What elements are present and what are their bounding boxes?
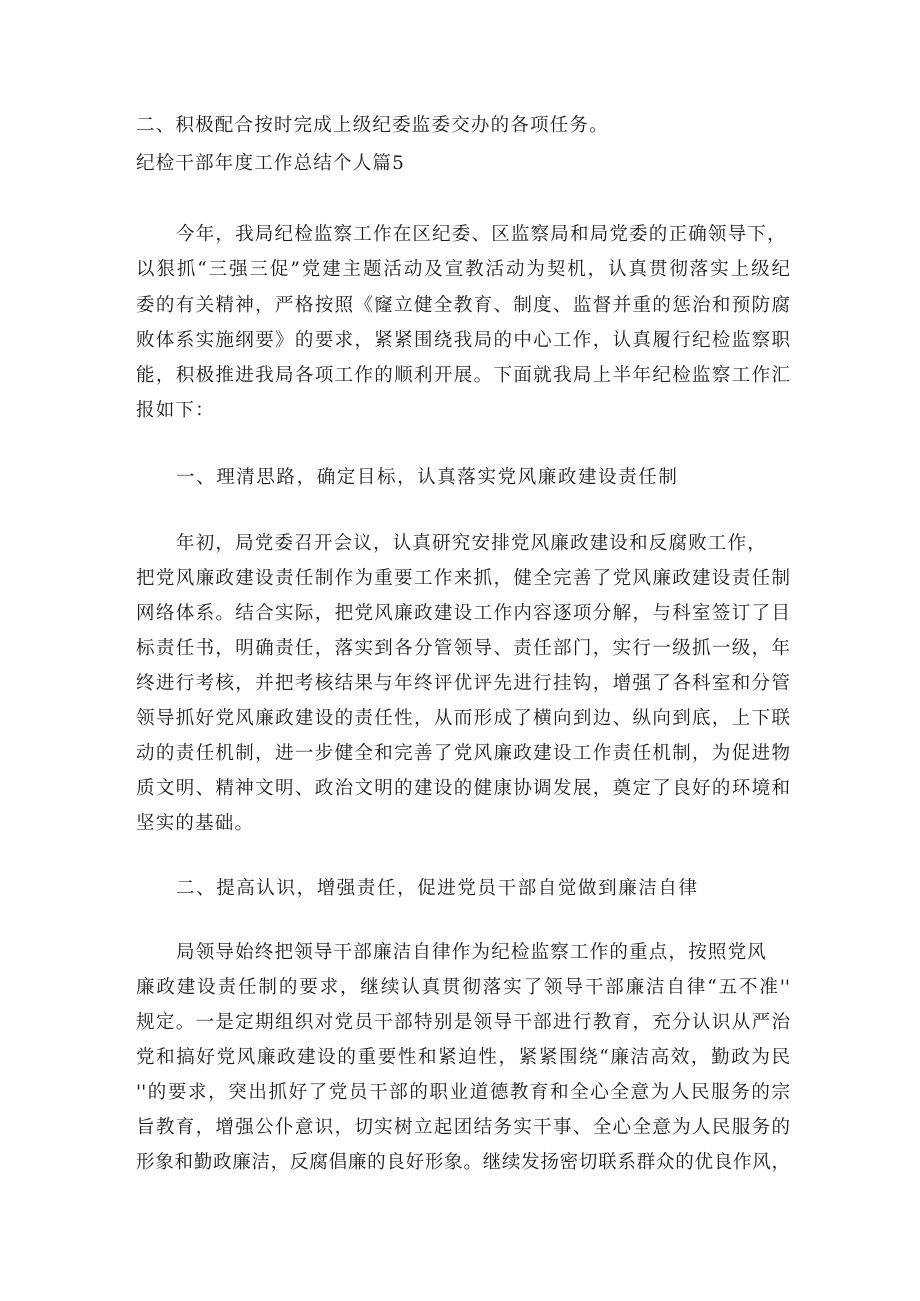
paragraph-line: 能，积极推进我局各项工作的顺利开展。下面就我局上半年纪检监察工作汇 [136, 365, 790, 386]
paragraph-line: 坚实的基础。 [136, 813, 255, 834]
paragraph-line: 网络体系。结合实际，把党风廉政建设工作内容逐项分解，与科室签订了目 [136, 603, 790, 624]
paragraph-line: 把党风廉政建设责任制作为重要工作来抓，健全完善了党风廉政建设责任制 [136, 568, 790, 589]
paragraph-line: 党和搞好党风廉政建设的重要性和紧迫性，紧紧围绕“廉洁高效，勤政为民 [136, 1047, 790, 1068]
paragraph-line: 今年，我局纪检监察工作在区纪委、区监察局和局党委的正确领导下， [176, 224, 787, 245]
paragraph-line: 报如下： [136, 400, 215, 421]
paragraph-line: 规定。一是定期组织对党员干部特别是领导干部进行教育，充分认识从严治 [136, 1012, 790, 1033]
paragraph-line: 旨教育，增强公仆意识，切实树立起团结务实干事、全心全意为人民服务的 [136, 1117, 790, 1138]
paragraph-line: 局领导始终把领导干部廉洁自律作为纪检监察工作的重点，按照党风 [176, 942, 768, 963]
paragraph-line: 质文明、精神文明、政治文明的建设的健康协调发展，奠定了良好的环境和 [136, 778, 790, 799]
paragraph-line: 标责任书，明确责任，落实到各分管领导、责任部门，实行一级抓一级，年 [136, 638, 790, 659]
section-heading: 一、理清思路，确定目标，认真落实党风廉政建设责任制 [176, 467, 679, 488]
task-line: 二、积极配合按时完成上级纪委监委交办的各项任务。 [136, 115, 609, 136]
paragraph-line: 委的有关精神，严格按照《窿立健全教育、制度、监督并重的惩治和预防腐 [136, 295, 790, 316]
section-heading: 二、提高认识，增强责任，促进党员干部自觉做到廉洁自律 [176, 878, 699, 899]
paragraph-line: 终进行考核，并把考核结果与年终评优评先进行挂钩，增强了各科室和分管 [136, 673, 790, 694]
paragraph-line: 领导抓好党风廉政建设的责任性，从而形成了横向到边、纵向到底，上下联 [136, 708, 790, 729]
paragraph-line: 败体系实施纲要》的要求，紧紧围绕我局的中心工作，认真履行纪检监察职 [136, 330, 790, 351]
paragraph-line: 廉政建设责任制的要求，继续认真贯彻落实了领导干部廉洁自律“五不准'' [136, 977, 790, 998]
paragraph-line: 以狠抓“三强三促”党建主题活动及宣教活动为契机，认真贯彻落实上级纪 [136, 259, 790, 280]
paragraph-line: ''的要求，突出抓好了党员干部的职业道德教育和全心全意为人民服务的宗 [136, 1082, 790, 1103]
paragraph-line: 形象和勤政廉洁，反腐倡廉的良好形象。继续发扬密切联系群众的优良作风， [136, 1152, 790, 1173]
paragraph-line: 动的责任机制，进一步健全和完善了党风廉政建设工作责任机制，为促进物 [136, 743, 790, 764]
article-title: 纪检干部年度工作总结个人篇5 [136, 153, 406, 174]
paragraph-line: 年初，局党委召开会议，认真研究安排党风廉政建设和反腐败工作， [176, 533, 768, 554]
